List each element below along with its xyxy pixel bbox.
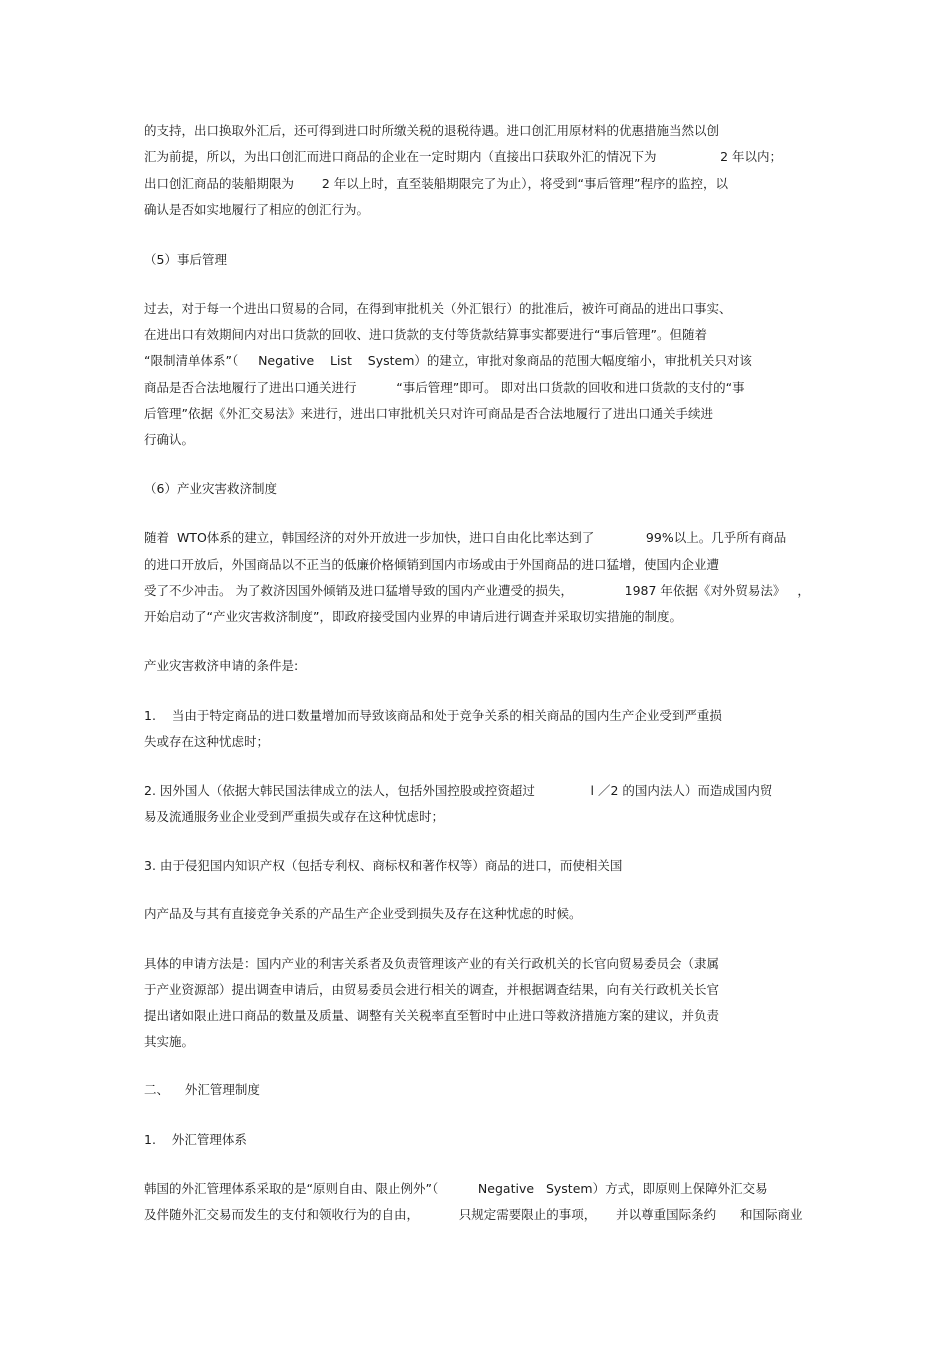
- paragraph-line: 具体的申请方法是：国内产业的利害关系者及负责管理该产业的有关行政机关的长官向贸易委员会（隶属: [144, 956, 720, 971]
- paragraph-line: 及伴随外汇交易而发生的支付和领收行为的自由， 只规定需要限止的事项， 并以尊重国际条约 和国际商业: [144, 1207, 803, 1222]
- paragraph-line: 过去，对于每一个进出口贸易的合同，在得到审批机关（外汇银行）的批准后，被许可商品的进出口事实、: [144, 301, 732, 316]
- list-item-line: 易及流通服务业企业受到严重损失或存在这种忧虑时；: [144, 809, 445, 824]
- section-heading: （5）事后管理: [144, 252, 227, 267]
- paragraph-line: 出口创汇商品的装船期限为 2 年以上时，直至装船期限完了为止），将受到“事后管理”程序的监控，以: [144, 176, 728, 191]
- list-item-line: 失或存在这种忧虑时；: [144, 734, 270, 749]
- paragraph-line: 提出诸如限止进口商品的数量及质量、调整有关关税率直至暂时中止进口等救济措施方案的建议，并负责: [144, 1008, 720, 1023]
- paragraph-line: 韩国的外汇管理体系采取的是“原则自由、限止例外”（ Negative System）方式，即原则上保障外汇交易: [144, 1181, 768, 1196]
- paragraph-line: 商品是否合法地履行了进出口通关进行 “事后管理”即可。 即对出口货款的回收和进口货款的支付的“事: [144, 380, 745, 395]
- section-heading: 1. 外汇管理体系: [144, 1132, 247, 1147]
- chapter-heading: 二、 外汇管理制度: [144, 1082, 260, 1097]
- paragraph-line: 开始启动了“产业灾害救济制度”，即政府接受国内业界的申请后进行调查并采取切实措施的制度。: [144, 609, 682, 624]
- paragraph-line: 的支持，出口换取外汇后，还可得到进口时所缴关税的退税待遇。进口创汇用原材料的优惠措施当然以创: [144, 123, 720, 138]
- paragraph-line: 受了不少冲击。 为了救济因国外倾销及进口猛增导致的国内产业遭受的损失， 1987 年依据《对外贸易法》 ，: [144, 583, 810, 598]
- paragraph-line: 后管理”依据《外汇交易法》来进行，进出口审批机关只对许可商品是否合法地履行了进出口通关手续进: [144, 406, 713, 421]
- list-item-line: 3. 由于侵犯国内知识产权（包括专利权、商标权和著作权等）商品的进口，而使相关国: [144, 858, 623, 873]
- paragraph-line: “限制清单体系”（ Negative List System）的建立，审批对象商品的范围大幅度缩小，审批机关只对该: [144, 353, 752, 368]
- paragraph-line: 产业灾害救济申请的条件是:: [144, 658, 299, 673]
- paragraph-line: 于产业资源部）提出调查申请后，由贸易委员会进行相关的调查，并根据调查结果，向有关行政机关长官: [144, 982, 720, 997]
- paragraph-line: 汇为前提，所以，为出口创汇而进口商品的企业在一定时期内（直接出口获取外汇的情况下为 2 年以内；: [144, 149, 783, 164]
- list-item-line: 1. 当由于特定商品的进口数量增加而导致该商品和处于竞争关系的相关商品的国内生产企业受到严重损: [144, 708, 722, 723]
- list-item-line: 2. 因外国人（依据大韩民国法律成立的法人，包括外国控股或控资超过 l ／2 的国内法人）而造成国内贸: [144, 783, 773, 798]
- paragraph-line: 行确认。: [144, 432, 195, 447]
- paragraph-line: 其实施。: [144, 1034, 195, 1049]
- paragraph-line: 在进出口有效期间内对出口货款的回收、进口货款的支付等货款结算事实都要进行“事后管理”。但随着: [144, 327, 707, 342]
- paragraph-line: 的进口开放后，外国商品以不正当的低廉价格倾销到国内市场或由于外国商品的进口猛增，使国内企业遭: [144, 557, 720, 572]
- paragraph-line: 随着 WTO体系的建立，韩国经济的对外开放进一步加快，进口自由化比率达到了 99%以上。几乎所有商品: [144, 530, 787, 545]
- section-heading: （6）产业灾害救济制度: [144, 481, 277, 496]
- paragraph-line: 内产品及与其有直接竞争关系的产品生产企业受到损失及存在这种忧虑的时候。: [144, 906, 582, 921]
- paragraph-line: 确认是否如实地履行了相应的创汇行为。: [144, 202, 370, 217]
